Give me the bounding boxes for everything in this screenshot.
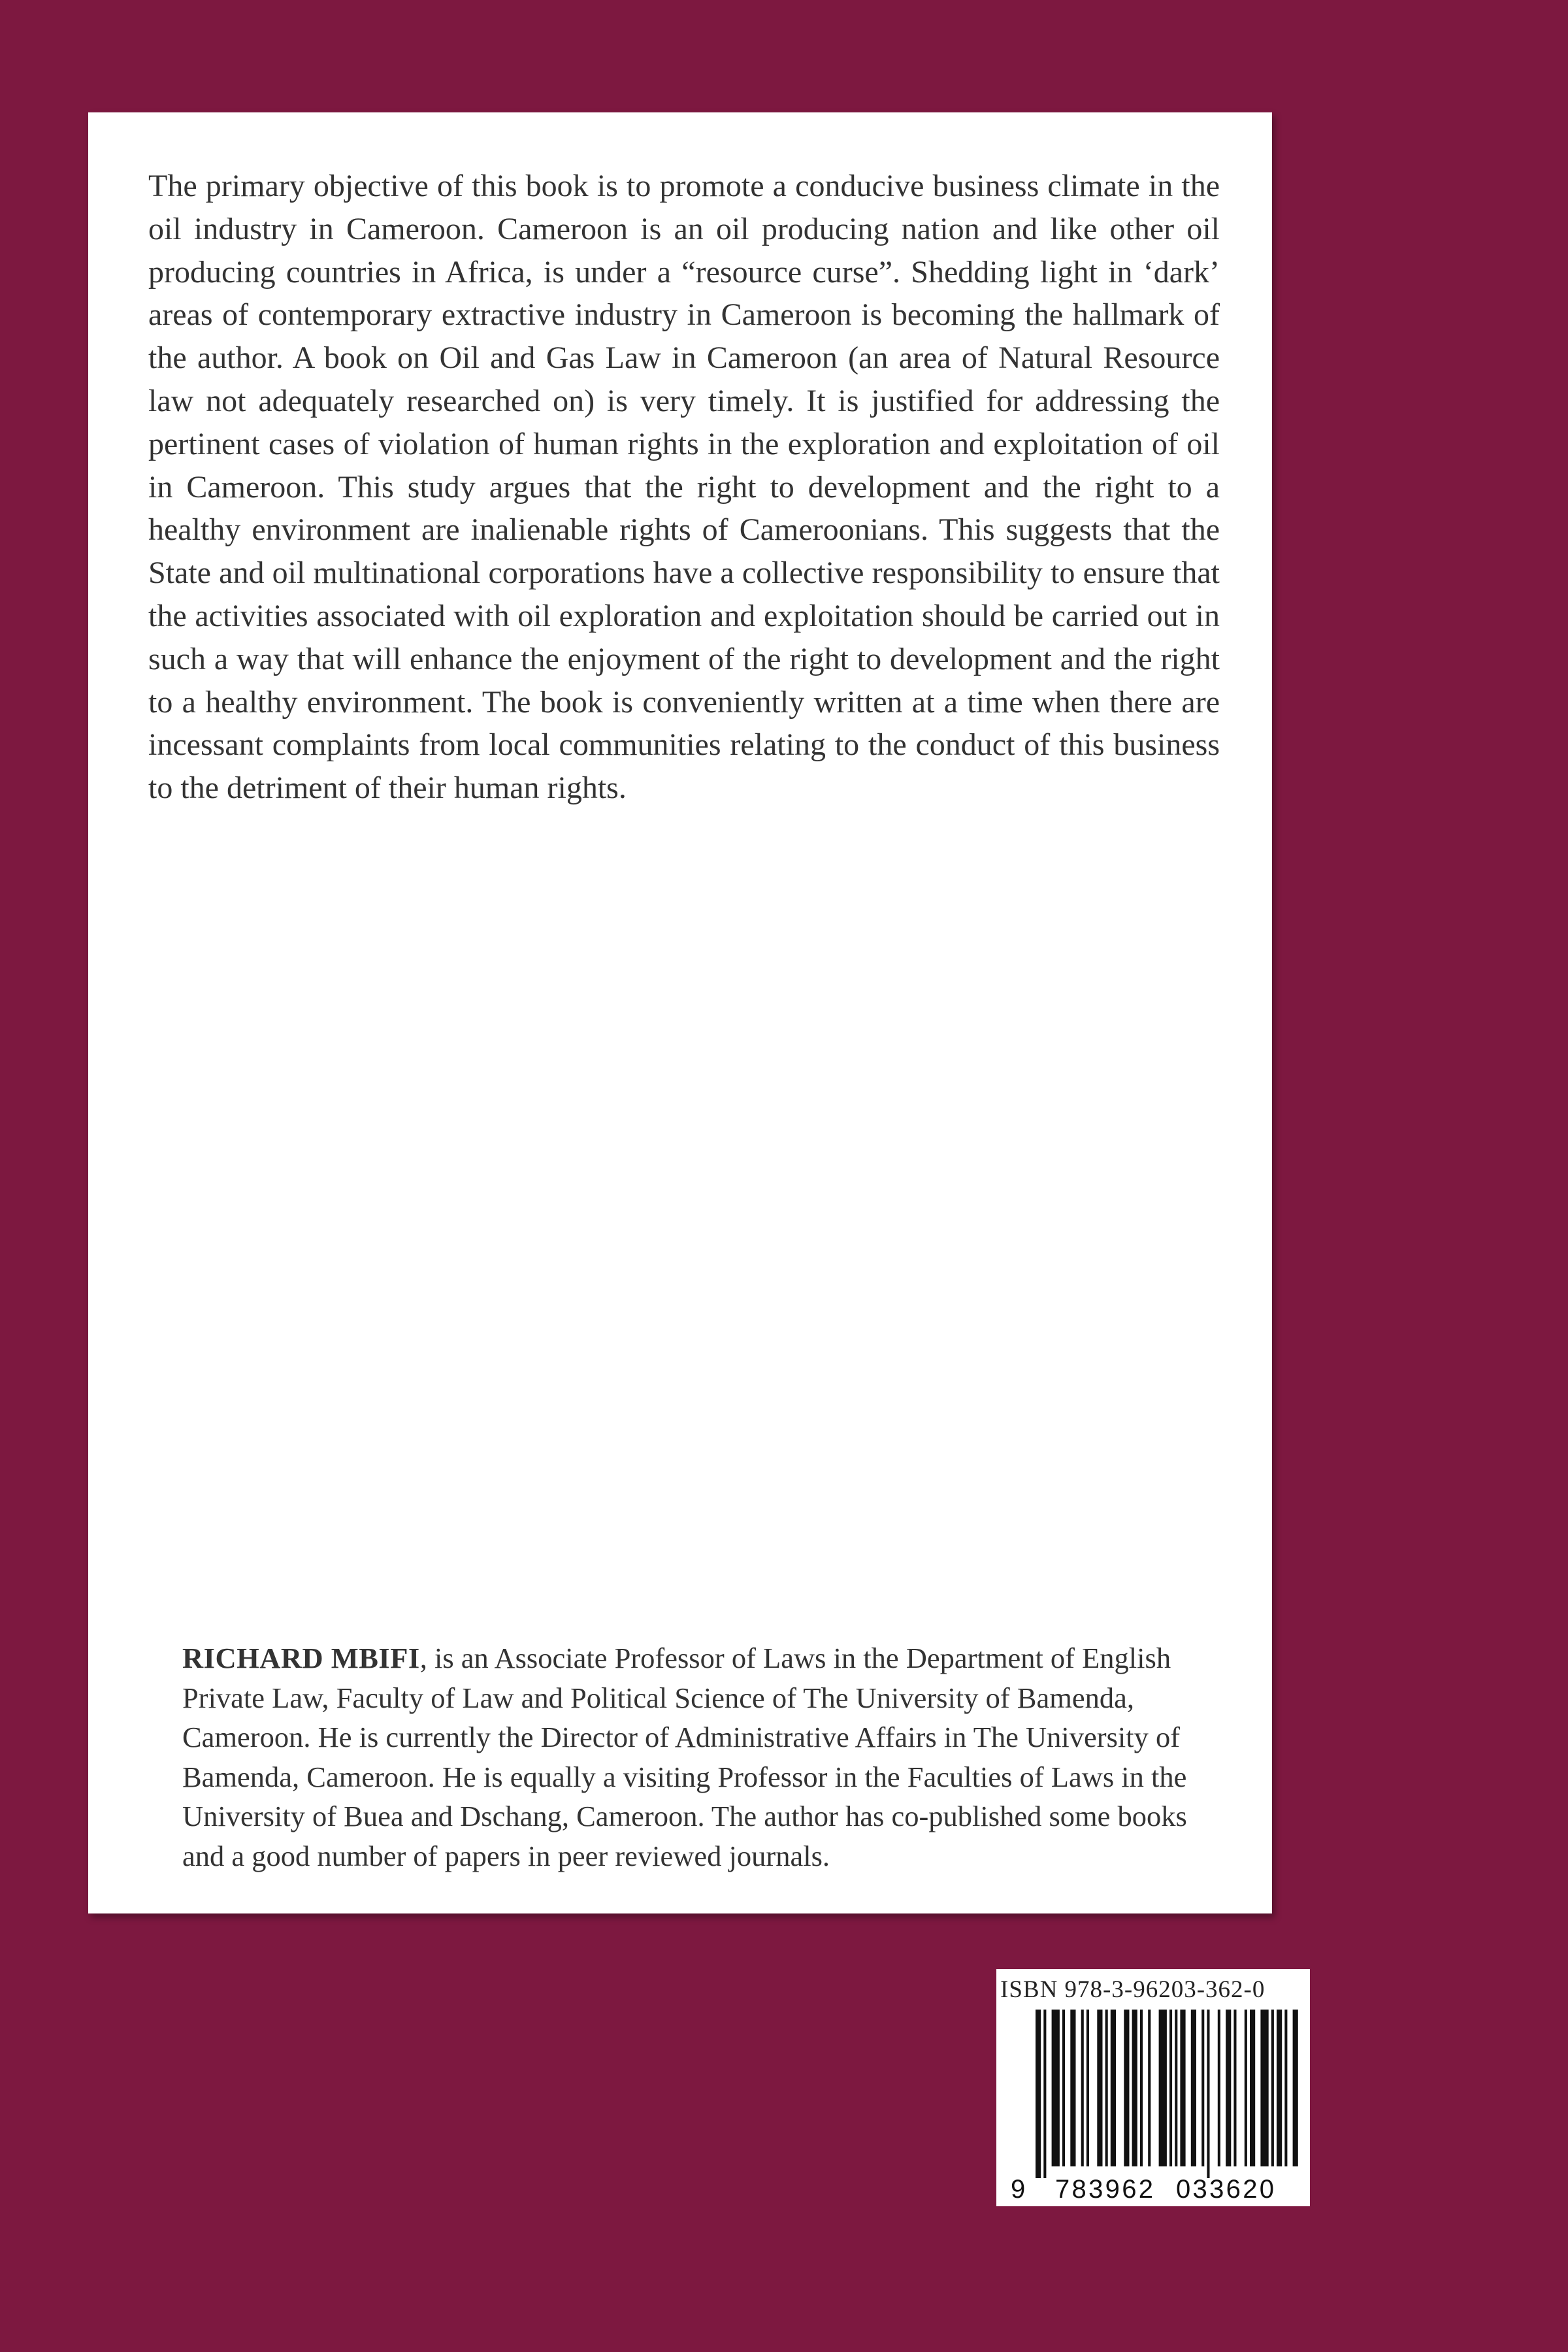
barcode-bar: [1169, 2010, 1172, 2166]
barcode-bar: [1260, 2010, 1268, 2166]
barcode-bar: [1245, 2010, 1247, 2166]
barcode-bar: [1284, 2010, 1287, 2166]
barcode-bar: [1111, 2010, 1116, 2166]
barcode-bar: [1052, 2010, 1060, 2166]
barcode-bar: [1062, 2010, 1065, 2166]
barcode-bar: [1148, 2010, 1151, 2166]
barcode-bar: [1043, 2010, 1046, 2178]
barcode-bar: [1201, 2010, 1204, 2166]
barcode-bar: [1159, 2010, 1167, 2166]
barcode-bar: [1250, 2010, 1255, 2166]
barcode: [996, 1969, 1310, 2206]
barcode-bar: [1277, 2010, 1282, 2166]
author-bio-text: , is an Associate Professor of Laws in the Department of English Private Law, Faculty of Law and Political Science of The University of Bamenda, Cameroon. He is currently the Director of Administrative Affairs in The University of Bamenda, Cameroon. He is equally a visiting Professor in the Faculties of Laws in the University of Buea and Dschang, Cameroon. The author has co-published some books and a good number of papers in peer reviewed journals.: [182, 1642, 1187, 1872]
barcode-digit-first: 9: [1011, 2175, 1026, 2204]
barcode-bar: [1140, 2010, 1143, 2166]
barcode-bar: [1105, 2010, 1108, 2166]
barcode-bar: [1180, 2010, 1185, 2166]
barcode-bar: [1293, 2010, 1298, 2166]
barcode-bar: [1175, 2010, 1177, 2166]
barcode-bar: [1207, 2010, 1209, 2178]
barcode-bar: [1124, 2010, 1129, 2166]
author-name: RICHARD MBIFI: [182, 1642, 420, 1674]
author-bio: [182, 1638, 1220, 1876]
barcode-bar: [1218, 2010, 1220, 2166]
barcode-bar: [1271, 2010, 1274, 2166]
barcode-bar: [1191, 2010, 1196, 2166]
barcode-bar: [1081, 2010, 1084, 2166]
barcode-svg: [996, 1969, 1310, 2206]
barcode-bars: [1036, 2010, 1298, 2178]
barcode-bar: [1070, 2010, 1075, 2166]
barcode-bar: [1233, 2010, 1236, 2166]
barcode-digits-right: 033620: [1176, 2175, 1274, 2204]
text-panel: [88, 112, 1272, 1913]
book-blurb: The primary objective of this book is to promote a conducive business climate in the oil industry in Cameroon. Cameroon is an oil producing nation and like other oil producing countries in Africa, is under a “resource curse”. Shedding light in ‘dark’ areas of contemporary extractive industry in Cameroon is becoming the hallmark of the author. A book on Oil and Gas Law in Cameroon (an area of Natural Resource law not adequately researched on) is very timely. It is justified for addressing the pertinent cases of violation of human rights in the exploration and exploitation of oil in Cameroon. This study argues that the right to development and the right to a healthy environment are inalienable rights of Cameroonians. This suggests that the State and oil multinational corporations have a collective responsibility to ensure that the activities associated with oil exploration and exploitation should be carried out in such a way that will enhance the enjoyment of the right to development and the right to a healthy environment. The book is conveniently written at a time when there are incessant complaints from local communities relating to the conduct of this business to the detriment of their human rights.: [148, 169, 1220, 806]
barcode-digits-left: 783962: [1055, 2175, 1153, 2204]
isbn-label: ISBN 978-3-96203-362-0: [1000, 1976, 1266, 2003]
barcode-bar: [1036, 2010, 1041, 2178]
barcode-bar: [1132, 2010, 1137, 2166]
barcode-bar: [1086, 2010, 1089, 2166]
barcode-bar: [1226, 2010, 1231, 2166]
barcode-bar: [1097, 2010, 1102, 2166]
